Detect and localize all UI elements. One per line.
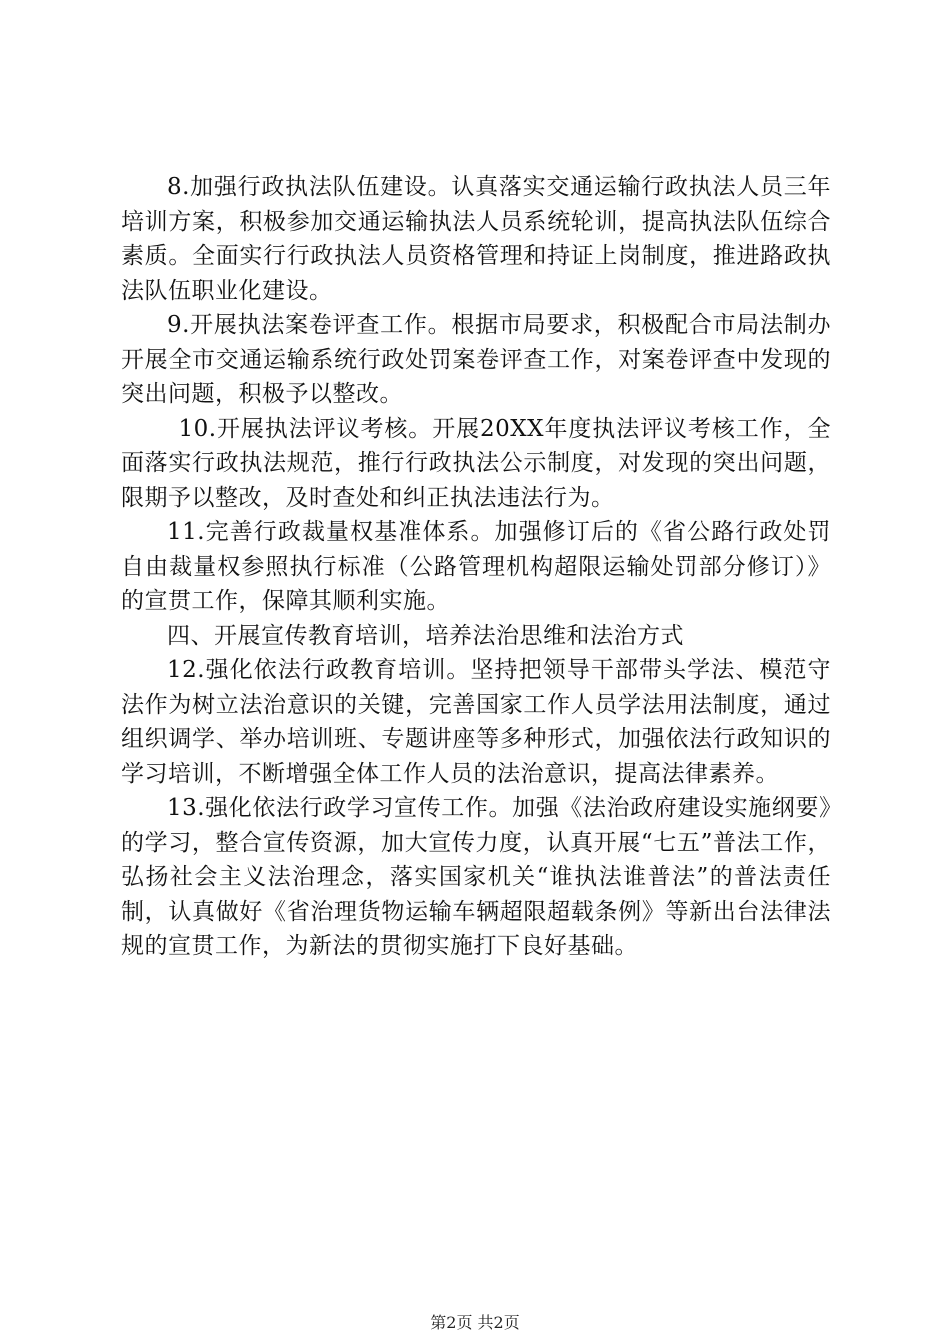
paragraph-item-9: 9.开展执法案卷评查工作。根据市局要求，积极配合市局法制办开展全市交通运输系统行政处罚案卷评查工作，对案卷评查中发现的突出问题，积极予以整改。: [121, 312, 831, 407]
page-footer: 第2页 共2页: [430, 1313, 520, 1332]
paragraph-item-8: 8.加强行政执法队伍建设。认真落实交通运输行政执法人员三年培训方案，积极参加交通运输执法人员系统轮训，提高执法队伍综合素质。全面实行行政执法人员资格管理和持证上岗制度，推进路政执法队伍职业化建设。: [121, 174, 831, 304]
paragraph-item-11: 11.完善行政裁量权基准体系。加强修订后的《省公路行政处罚自由裁量权参照执行标准（公路管理机构超限运输处罚部分修订）》的宣贯工作，保障其顺利实施。: [121, 519, 831, 614]
section-heading-4: 四、开展宣传教育培训，培养法治思维和法治方式: [167, 622, 684, 649]
document-body: [121, 170, 831, 964]
paragraph-item-13: 13.强化依法行政学习宣传工作。加强《法治政府建设实施纲要》的学习，整合宣传资源，加大宣传力度，认真开展“七五”普法工作，弘扬社会主义法治理念，落实国家机关“谁执法谁普法”的普法责任制，认真做好《省治理货物运输车辆超限超载条例》等新出台法律法规的宣贯工作，为新法的贯彻实施打下良好基础。: [121, 795, 831, 959]
paragraph-item-10: 10.开展执法评议考核。开展20XX年度执法评议考核工作，全面落实行政执法规范，推行行政执法公示制度，对发现的突出问题，限期予以整改，及时查处和纠正执法违法行为。: [121, 415, 831, 511]
paragraph-item-12: 12.强化依法行政教育培训。坚持把领导干部带头学法、模范守法作为树立法治意识的关键，完善国家工作人员学法用法制度，通过组织调学、举办培训班、专题讲座等多种形式，加强依法行政知识的学习培训，不断增强全体工作人员的法治意识，提高法律素养。: [121, 657, 831, 787]
